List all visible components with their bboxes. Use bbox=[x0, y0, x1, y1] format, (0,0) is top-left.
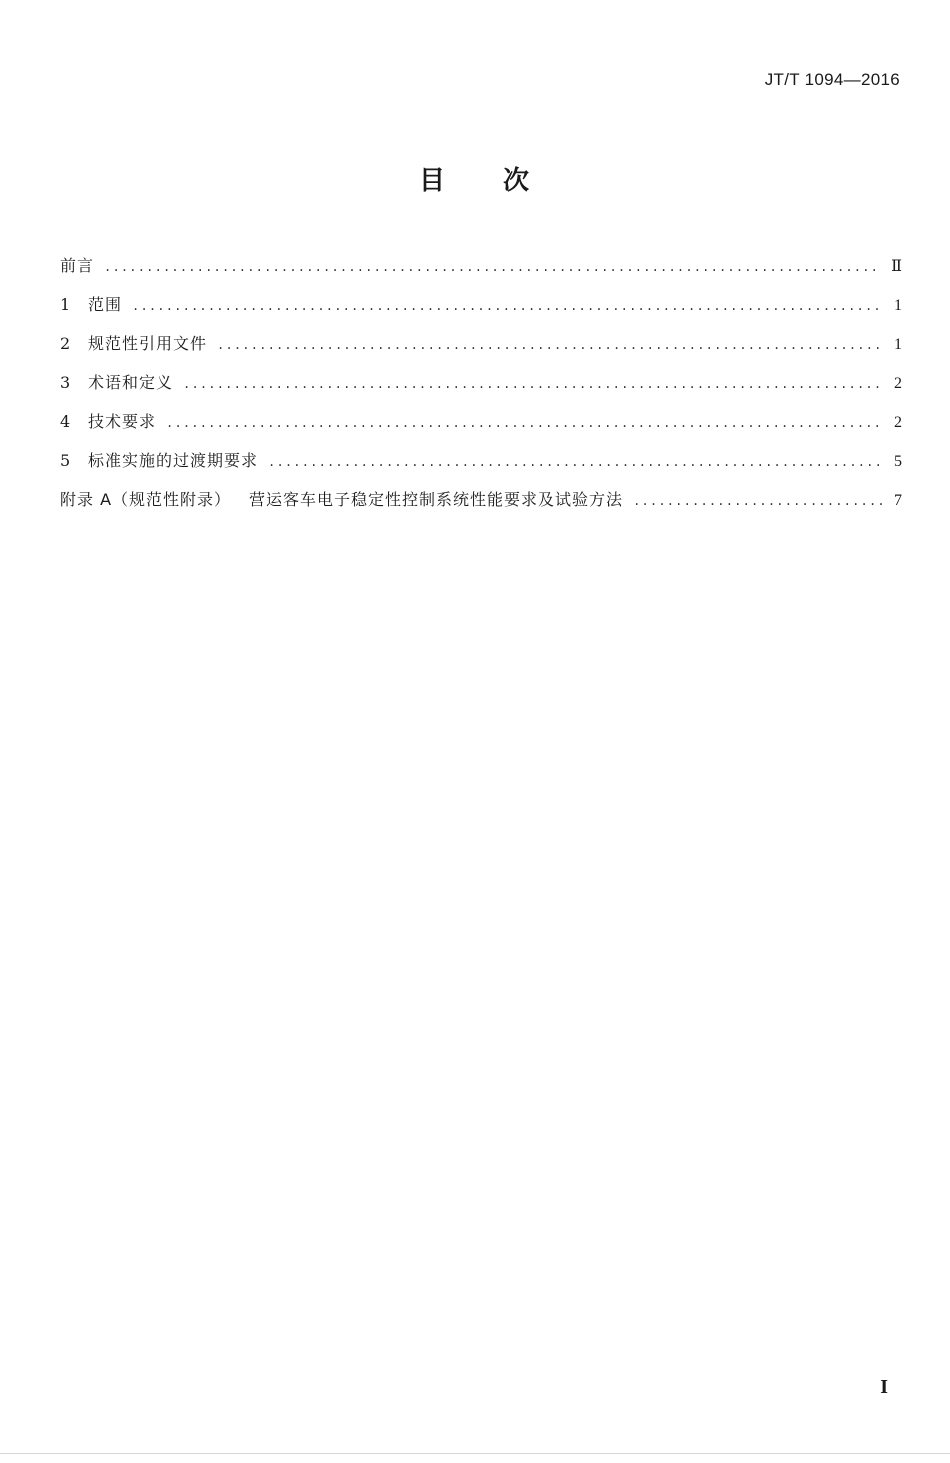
toc-entry-label: 术语和定义 bbox=[88, 373, 174, 392]
toc-entry-number: 5 bbox=[60, 451, 71, 470]
toc-entry-label: 技术要求 bbox=[88, 412, 157, 431]
toc-title-part2: 次 bbox=[503, 166, 532, 196]
toc-entry-technical-requirements[interactable] bbox=[60, 404, 902, 443]
toc-page-number: 1 bbox=[894, 297, 902, 314]
standard-code: JT/T 1094—2016 bbox=[764, 70, 900, 89]
toc-title bbox=[0, 160, 950, 197]
page-bottom-divider bbox=[0, 1453, 950, 1454]
toc-leader-dots bbox=[166, 405, 882, 441]
toc-page-number: 1 bbox=[894, 336, 902, 353]
toc-entry-scope[interactable] bbox=[60, 287, 902, 326]
page-number: I bbox=[880, 1376, 888, 1398]
toc-entry-number: 3 bbox=[60, 373, 71, 392]
toc-entry-normative-references[interactable] bbox=[60, 326, 902, 365]
toc-entry-label bbox=[60, 482, 623, 518]
toc-page-number: 5 bbox=[894, 453, 902, 470]
toc-leader-dots bbox=[633, 483, 882, 519]
toc-entry-annex-a[interactable] bbox=[60, 482, 902, 521]
toc-list bbox=[60, 248, 902, 521]
toc-entry-label: 范围 bbox=[88, 295, 123, 314]
toc-entry-terms-definitions[interactable] bbox=[60, 365, 902, 404]
toc-leader-dots bbox=[132, 288, 882, 324]
toc-entry-label: 标准实施的过渡期要求 bbox=[88, 451, 259, 470]
toc-leader-dots bbox=[183, 366, 882, 402]
toc-entry-transition-requirements[interactable] bbox=[60, 443, 902, 482]
toc-leader-dots bbox=[217, 327, 882, 363]
toc-page-number: Ⅱ bbox=[891, 258, 902, 275]
toc-entry-number: 1 bbox=[60, 295, 71, 314]
toc-page-number: 2 bbox=[894, 375, 902, 392]
toc-entry-label: 前言 bbox=[60, 256, 95, 275]
toc-entry-label: 规范性引用文件 bbox=[88, 334, 208, 353]
annex-title: 营运客车电子稳定性控制系统性能要求及试验方法 bbox=[249, 490, 624, 509]
toc-leader-dots bbox=[268, 444, 882, 480]
toc-title-part1: 目 bbox=[418, 166, 447, 196]
toc-entry-number: 4 bbox=[60, 412, 71, 431]
toc-entry-foreword[interactable] bbox=[60, 248, 902, 287]
toc-page-number: 7 bbox=[894, 492, 902, 509]
annex-label: 附录 A（规范性附录） bbox=[60, 490, 232, 509]
toc-leader-dots bbox=[104, 249, 882, 285]
toc-entry-number: 2 bbox=[60, 334, 71, 353]
toc-page-number: 2 bbox=[894, 414, 902, 431]
